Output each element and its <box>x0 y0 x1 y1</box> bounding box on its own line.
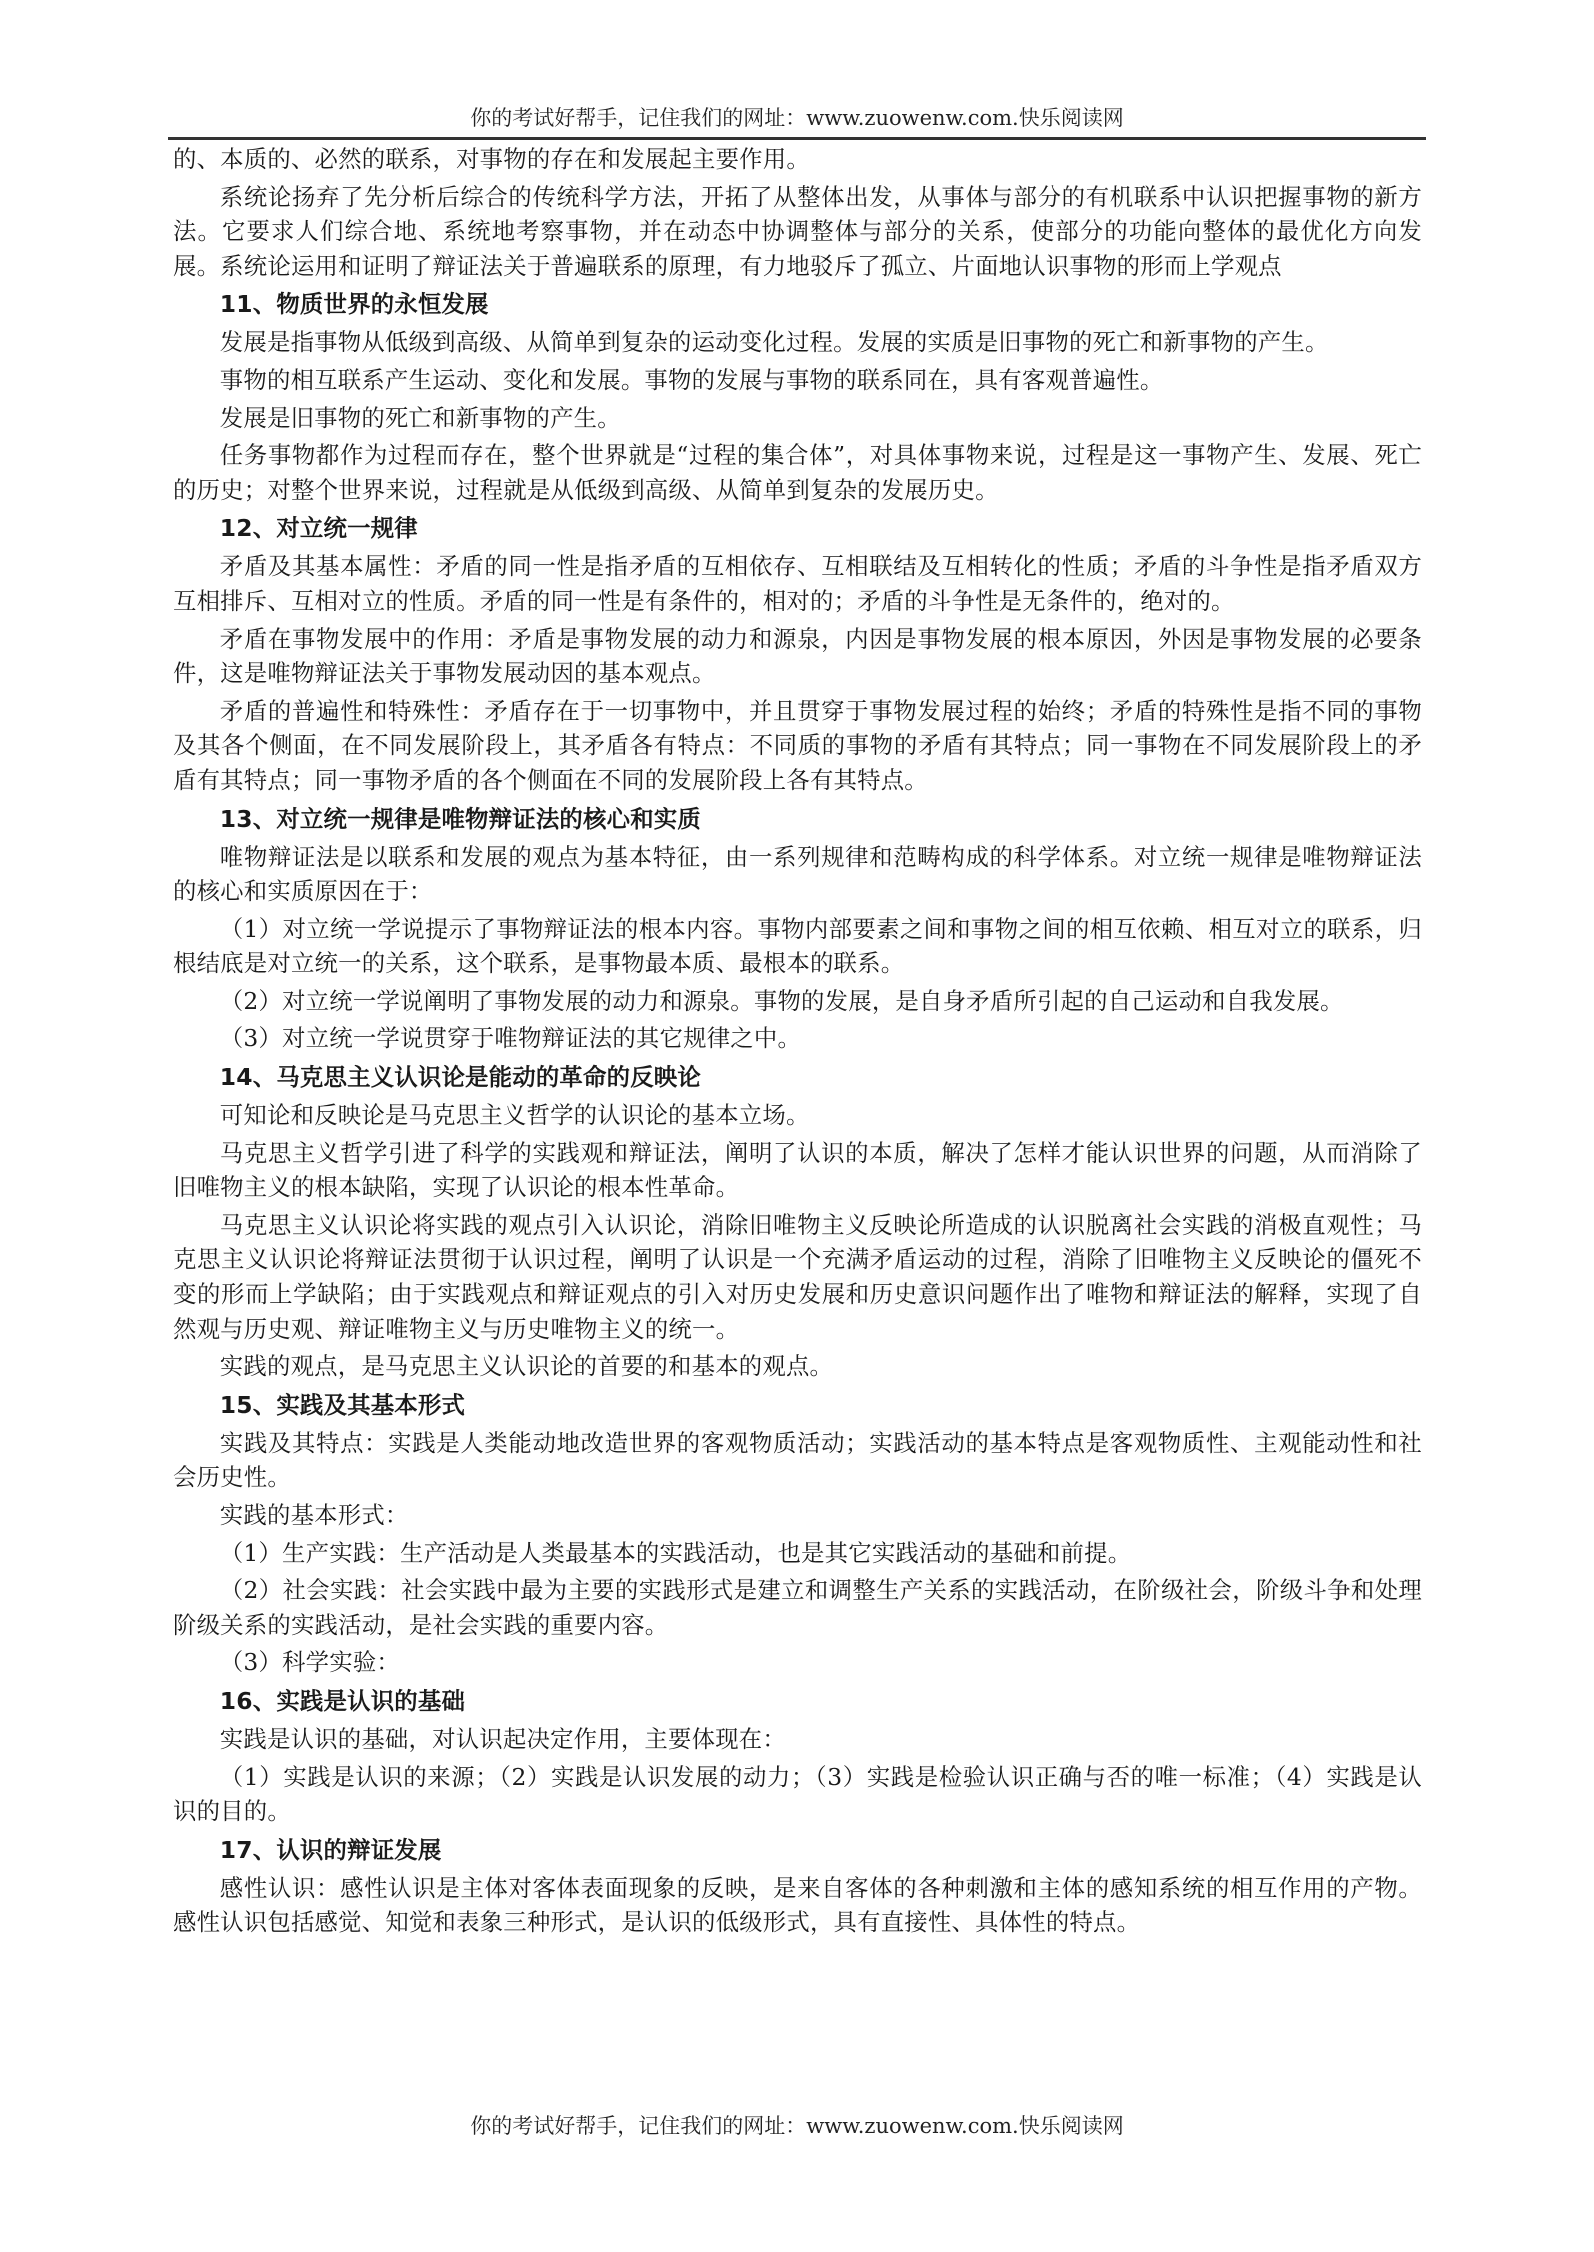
document-body <box>173 142 1422 1940</box>
paragraph: 矛盾的普遍性和特殊性：矛盾存在于一切事物中，并且贯穿于事物发展过程的始终；矛盾的特殊性是指不同的事物及其各个侧面，在不同发展阶段上，其矛盾各有特点：不同质的事物的矛盾有其特点；同一事物在不同发展阶段上的矛盾有其特点；同一事物矛盾的各个侧面在不同的发展阶段上各有其特点。 <box>173 696 1422 794</box>
page-header: 你的考试好帮手，记住我们的网址：www.zuowenw.com.快乐阅读网 <box>470 106 1124 130</box>
paragraph: 事物的相互联系产生运动、变化和发展。事物的发展与事物的联系同在，具有客观普遍性。 <box>219 365 1164 394</box>
paragraph: 实践的基本形式： <box>219 1501 409 1529</box>
section-heading: 11、物质世界的永恒发展 <box>219 290 489 319</box>
paragraph: （1）生产实践：生产活动是人类最基本的实践活动，也是其它实践活动的基础和前提。 <box>219 1538 1132 1567</box>
section-heading: 13、对立统一规律是唯物辩证法的核心和实质 <box>219 804 701 833</box>
paragraph: 可知论和反映论是马克思主义哲学的认识论的基本立场。 <box>219 1101 810 1130</box>
paragraph: 任务事物都作为过程而存在，整个世界就是“过程的集合体”，对具体事物来说，过程是这一事物产生、发展、死亡的历史；对整个世界来说，过程就是从低级到高级、从简单到复杂的发展历史。 <box>173 441 1422 504</box>
paragraph: （3）对立统一学说贯穿于唯物辩证法的其它规律之中。 <box>219 1024 802 1053</box>
paragraph: 实践的观点，是马克思主义认识论的首要的和基本的观点。 <box>219 1352 834 1381</box>
section-heading: 14、马克思主义认识论是能动的革命的反映论 <box>219 1063 701 1092</box>
paragraph: 实践及其特点：实践是人类能动地改造世界的客观物质活动；实践活动的基本特点是客观物质性、主观能动性和社会历史性。 <box>173 1428 1422 1492</box>
paragraph: 系统论扬弃了先分析后综合的传统科学方法，开拓了从整体出发，从事体与部分的有机联系中认识把握事物的新方法。它要求人们综合地、系统地考察事物，并在动态中协调整体与部分的关系，使部分的功能向整体的最优化方向发展。系统论运用和证明了辩证法关于普遍联系的原理，有力地驳斥了孤立、片面地认识事物的形而上学观点 <box>173 182 1422 280</box>
page-footer: 你的考试好帮手，记住我们的网址：www.zuowenw.com.快乐阅读网 <box>470 2114 1124 2138</box>
paragraph: 发展是指事物从低级到高级、从简单到复杂的运动变化过程。发展的实质是旧事物的死亡和新事物的产生。 <box>219 328 1329 357</box>
paragraph: 马克思主义认识论将实践的观点引入认识论，消除旧唯物主义反映论所造成的认识脱离社会实践的消极直观性；马克思主义认识论将辩证法贯彻于认识过程，阐明了认识是一个充满矛盾运动的过程，消除了旧唯物主义反映论的僵死不变的形而上学缺陷；由于实践观点和辩证观点的引入对历史发展和历史意识问题作出了唯物和辩证法的解释，实现了自然观与历史观、辩证唯物主义与历史唯物主义的统一。 <box>173 1210 1422 1343</box>
paragraph: 马克思主义哲学引进了科学的实践观和辩证法，阐明了认识的本质，解决了怎样才能认识世界的问题，从而消除了旧唯物主义的根本缺陷，实现了认识论的根本性革命。 <box>173 1138 1422 1202</box>
paragraph: 矛盾在事物发展中的作用：矛盾是事物发展的动力和源泉，内因是事物发展的根本原因，外因是事物发展的必要条件，这是唯物辩证法关于事物发展动因的基本观点。 <box>173 624 1422 688</box>
paragraph: 发展是旧事物的死亡和新事物的产生。 <box>219 403 621 432</box>
paragraph: （1）实践是认识的来源；（2）实践是认识发展的动力；（3）实践是检验认识正确与否的唯一标准；（4）实践是认识的目的。 <box>173 1762 1422 1826</box>
paragraph: 感性认识：感性认识是主体对客体表面现象的反映，是来自客体的各种刺激和主体的感知系统的相互作用的产物。感性认识包括感觉、知觉和表象三种形式，是认识的低级形式，具有直接性、具体性的特点。 <box>173 1873 1422 1937</box>
section-heading: 15、实践及其基本形式 <box>219 1390 466 1419</box>
paragraph: 实践是认识的基础，对认识起决定作用，主要体现在： <box>219 1724 786 1753</box>
section-heading: 17、认识的辩证发展 <box>219 1835 442 1864</box>
section-heading: 12、对立统一规律 <box>219 514 418 543</box>
paragraph: 唯物辩证法是以联系和发展的观点为基本特征，由一系列规律和范畴构成的科学体系。对立统一规律是唯物辩证法的核心和实质原因在于： <box>173 842 1422 906</box>
paragraph: 的、本质的、必然的联系，对事物的存在和发展起主要作用。 <box>173 145 810 173</box>
paragraph: （3）科学实验： <box>219 1648 401 1677</box>
paragraph: 矛盾及其基本属性：矛盾的同一性是指矛盾的互相依存、互相联结及互相转化的性质；矛盾的斗争性是指矛盾双方互相排斥、互相对立的性质。矛盾的同一性是有条件的，相对的；矛盾的斗争性是无条件的，绝对的。 <box>173 552 1422 615</box>
paragraph: （1）对立统一学说提示了事物辩证法的根本内容。事物内部要素之间和事物之间的相互依赖、相互对立的联系，归根结底是对立统一的关系，这个联系，是事物最本质、最根本的联系。 <box>173 914 1422 978</box>
section-heading: 16、实践是认识的基础 <box>219 1686 466 1715</box>
header-rule <box>168 137 1426 140</box>
paragraph: （2）对立统一学说阐明了事物发展的动力和源泉。事物的发展，是自身矛盾所引起的自己运动和自我发展。 <box>219 986 1344 1015</box>
paragraph: （2）社会实践：社会实践中最为主要的实践形式是建立和调整生产关系的实践活动，在阶级社会，阶级斗争和处理阶级关系的实践活动，是社会实践的重要内容。 <box>173 1576 1422 1639</box>
